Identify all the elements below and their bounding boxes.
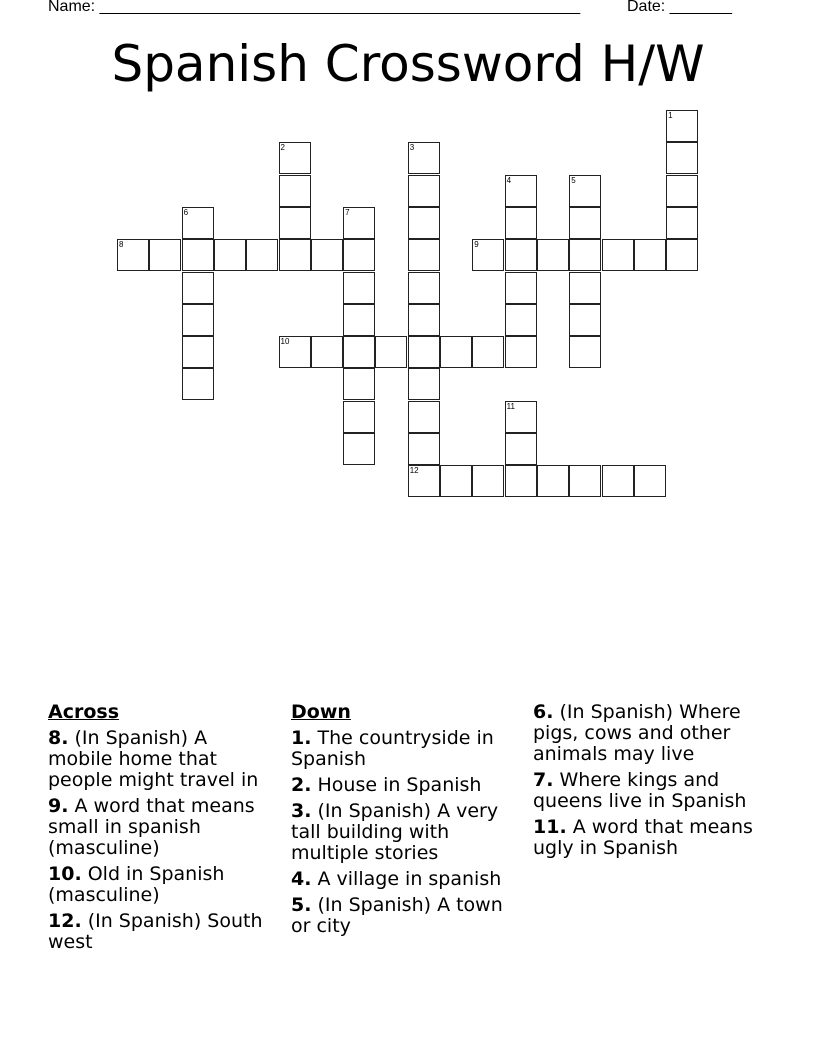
grid-cell[interactable] — [408, 401, 440, 433]
clue-item — [48, 864, 273, 906]
grid-cell[interactable] — [343, 433, 375, 465]
grid-cell[interactable] — [440, 336, 472, 368]
grid-cell[interactable] — [343, 272, 375, 304]
grid-cell[interactable] — [666, 175, 698, 207]
grid-cell[interactable] — [279, 207, 311, 239]
clue-text: (In Spanish) Where pigs, cows and other animals may live — [533, 701, 741, 765]
grid-cell[interactable] — [182, 368, 214, 400]
grid-cell[interactable] — [505, 433, 537, 465]
grid-cell[interactable] — [634, 465, 666, 497]
clue-number-label: 9 — [474, 240, 479, 250]
clue-number-label: 7 — [345, 207, 350, 217]
grid-cell[interactable] — [408, 272, 440, 304]
clue-text: (In Spanish) South west — [48, 910, 263, 953]
grid-cell[interactable] — [505, 336, 537, 368]
clue-item — [533, 770, 763, 812]
clue-number: 11. — [533, 816, 567, 838]
grid-cell[interactable] — [440, 465, 472, 497]
grid-cell[interactable] — [408, 465, 440, 497]
grid-cell[interactable] — [182, 272, 214, 304]
clue-number-label: 4 — [506, 175, 512, 185]
grid-cell[interactable] — [569, 304, 601, 336]
clue-number-label: 10 — [280, 337, 290, 347]
down-clues — [291, 702, 506, 942]
clue-item — [533, 817, 763, 859]
grid-cell[interactable] — [472, 465, 504, 497]
grid-cell[interactable] — [408, 207, 440, 239]
grid-cell[interactable] — [505, 175, 537, 207]
clue-text: The countryside in Spanish — [291, 727, 494, 770]
grid-cell[interactable] — [279, 142, 311, 174]
clue-text: House in Spanish — [311, 774, 482, 796]
clue-text: A village in spanish — [311, 868, 502, 890]
grid-cell[interactable] — [343, 368, 375, 400]
grid-cell[interactable] — [408, 175, 440, 207]
across-clues — [48, 702, 273, 958]
grid-cell[interactable] — [408, 304, 440, 336]
across-heading: Across — [48, 701, 120, 723]
down-clues-continued — [533, 702, 763, 864]
crossword-grid — [0, 0, 816, 520]
down-heading: Down — [291, 701, 351, 723]
grid-cell[interactable] — [666, 239, 698, 271]
grid-cell[interactable] — [472, 239, 504, 271]
clue-item — [291, 728, 506, 770]
grid-cell[interactable] — [569, 465, 601, 497]
clue-item — [48, 728, 273, 791]
clue-number: 10. — [48, 863, 82, 885]
clue-text: Where kings and queens live in Spanish — [533, 769, 747, 812]
clue-number-label: 2 — [280, 143, 285, 153]
clue-number: 9. — [48, 795, 69, 817]
grid-cell[interactable] — [569, 175, 601, 207]
clue-number-label: 12 — [409, 466, 419, 476]
grid-cell[interactable] — [375, 336, 407, 368]
date-field: Date: _______ — [627, 0, 732, 15]
grid-cell[interactable] — [537, 239, 569, 271]
grid-cell[interactable] — [408, 433, 440, 465]
clue-item — [291, 801, 506, 864]
clue-text: (In Spanish) A very tall building with multiple stories — [291, 800, 499, 864]
clue-text: Old in Spanish (masculine) — [48, 863, 225, 906]
grid-cell[interactable] — [182, 239, 214, 271]
clue-number: 5. — [291, 894, 312, 916]
clue-item — [48, 796, 273, 859]
clue-number: 3. — [291, 800, 312, 822]
clue-number: 8. — [48, 727, 69, 749]
grid-cell[interactable] — [182, 336, 214, 368]
clue-number: 12. — [48, 910, 82, 932]
grid-cell[interactable] — [569, 272, 601, 304]
across-list — [48, 728, 273, 953]
grid-cell[interactable] — [408, 142, 440, 174]
grid-cell[interactable] — [279, 175, 311, 207]
grid-cell[interactable] — [182, 304, 214, 336]
clue-number-label: 5 — [571, 175, 576, 185]
clue-text: (In Spanish) A mobile home that people might travel in — [48, 727, 259, 791]
clue-number: 1. — [291, 727, 312, 749]
clue-number-label: 8 — [119, 240, 124, 250]
clue-item — [291, 775, 506, 796]
grid-cell[interactable] — [505, 304, 537, 336]
grid-cell[interactable] — [343, 401, 375, 433]
clue-number: 4. — [291, 868, 312, 890]
grid-cell[interactable] — [602, 465, 634, 497]
grid-cell[interactable] — [408, 368, 440, 400]
grid-cell[interactable] — [214, 239, 246, 271]
grid-cell[interactable] — [569, 207, 601, 239]
name-field: Name: ______________________________________________________ — [48, 0, 581, 15]
grid-cell[interactable] — [505, 239, 537, 271]
down-list — [291, 728, 506, 937]
grid-cell[interactable] — [666, 207, 698, 239]
grid-cell[interactable] — [311, 336, 343, 368]
grid-cell[interactable] — [343, 239, 375, 271]
grid-cell[interactable] — [311, 239, 343, 271]
grid-cell[interactable] — [246, 239, 278, 271]
page-title: Spanish Crossword H/W — [111, 35, 705, 93]
grid-cell[interactable] — [634, 239, 666, 271]
clue-number-label: 1 — [668, 111, 673, 120]
clue-item — [533, 702, 763, 765]
grid-cell[interactable] — [602, 239, 634, 271]
clue-text: (In Spanish) A town or city — [291, 894, 503, 937]
grid-cell[interactable] — [505, 207, 537, 239]
grid-cell[interactable] — [666, 110, 698, 142]
down-list-continued — [533, 702, 763, 859]
grid-cell[interactable] — [505, 272, 537, 304]
clue-number: 7. — [533, 769, 554, 791]
clue-text: A word that means ugly in Spanish — [533, 816, 753, 859]
grid-cell[interactable] — [279, 336, 311, 368]
grid-cell[interactable] — [505, 401, 537, 433]
clue-item — [48, 911, 273, 953]
grid-cell[interactable] — [472, 336, 504, 368]
clue-item — [291, 895, 506, 937]
grid-cell[interactable] — [343, 207, 375, 239]
grid-cell[interactable] — [569, 336, 601, 368]
grid-cell[interactable] — [505, 465, 537, 497]
grid-cell[interactable] — [149, 239, 181, 271]
clue-number-label: 3 — [409, 143, 415, 153]
grid-cell[interactable] — [408, 239, 440, 271]
clue-number-label: 6 — [183, 207, 189, 217]
clue-item — [291, 869, 506, 890]
grid-cell[interactable] — [666, 142, 698, 174]
clue-number: 6. — [533, 701, 554, 723]
grid-cell[interactable] — [182, 207, 214, 239]
grid-cell[interactable] — [343, 336, 375, 368]
grid-cell[interactable] — [343, 304, 375, 336]
grid-cell[interactable] — [537, 465, 569, 497]
clue-text: A word that means small in spanish (masculine) — [48, 795, 255, 859]
grid-cell[interactable] — [279, 239, 311, 271]
grid-cell[interactable] — [569, 239, 601, 271]
clue-number: 2. — [291, 774, 312, 796]
clue-number-label: 11 — [506, 401, 515, 411]
grid-cell[interactable] — [408, 336, 440, 368]
grid-cell[interactable] — [117, 239, 149, 271]
